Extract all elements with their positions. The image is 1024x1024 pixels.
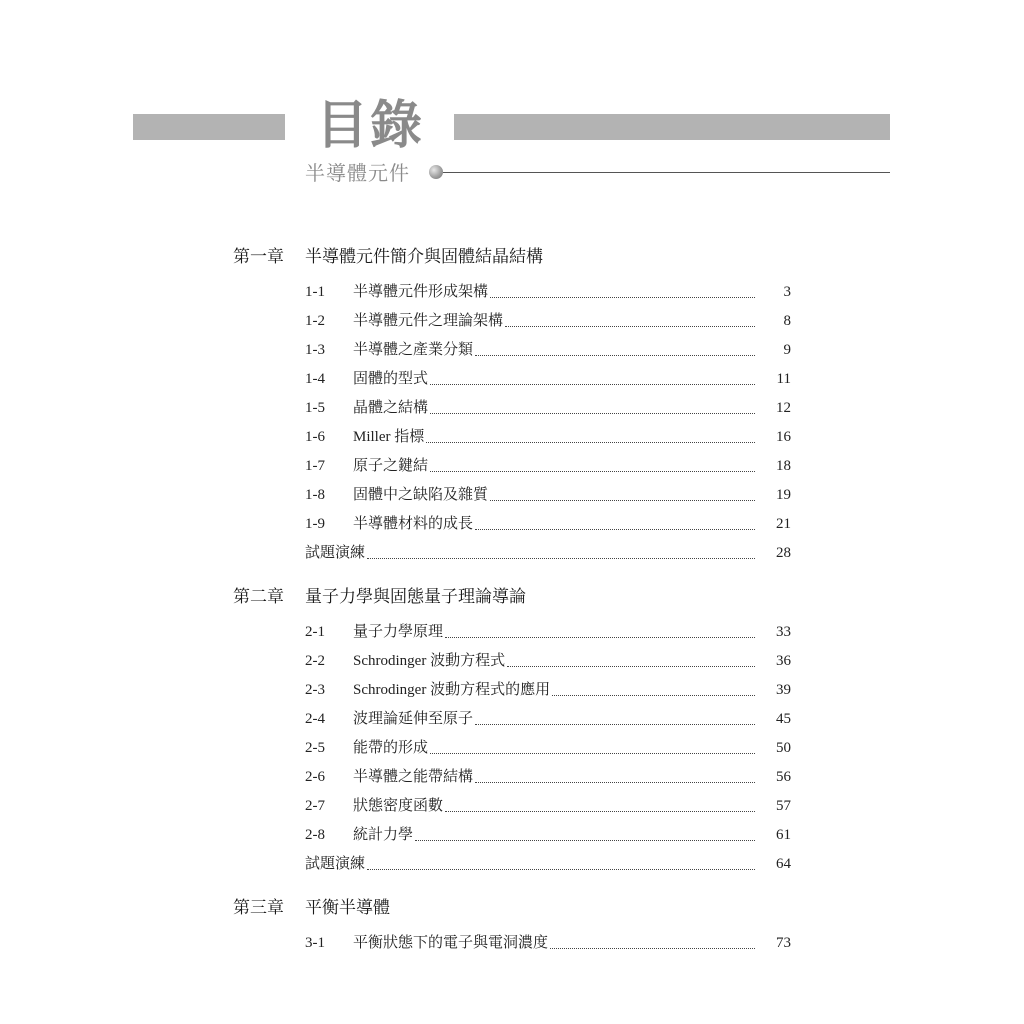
page-number: 50 bbox=[776, 740, 791, 756]
page-number: 61 bbox=[776, 827, 791, 843]
page-number: 19 bbox=[776, 487, 791, 503]
header-bar-left bbox=[133, 114, 285, 140]
dot-leader bbox=[475, 709, 755, 725]
section-title: 能帶的形成 bbox=[353, 740, 429, 756]
dot-leader bbox=[415, 825, 755, 841]
dot-leader bbox=[430, 456, 755, 472]
section-number: 1-7 bbox=[305, 458, 325, 474]
dot-leader bbox=[426, 427, 755, 443]
dot-leader bbox=[430, 398, 755, 414]
section-number: 1-3 bbox=[305, 342, 325, 358]
dot-leader bbox=[367, 854, 755, 870]
page-number: 73 bbox=[776, 935, 791, 951]
page-title: 目錄 bbox=[315, 96, 424, 156]
section-title: 平衡狀態下的電子與電洞濃度 bbox=[353, 935, 549, 951]
dot-leader bbox=[445, 622, 755, 638]
page-number: 33 bbox=[776, 624, 791, 640]
toc-entry[interactable] bbox=[305, 513, 791, 535]
chapter-heading bbox=[233, 897, 390, 919]
page-number: 18 bbox=[776, 458, 791, 474]
dot-leader bbox=[475, 767, 755, 783]
section-title: 半導體元件之理論架構 bbox=[353, 313, 504, 329]
chapter-number: 第三章 bbox=[233, 898, 284, 918]
dot-leader bbox=[475, 340, 755, 356]
section-title: 狀態密度函數 bbox=[353, 798, 444, 814]
page-number: 36 bbox=[776, 653, 791, 669]
toc-entry[interactable] bbox=[305, 542, 791, 564]
chapter-title: 量子力學與固態量子理論導論 bbox=[305, 587, 526, 607]
chapter-title: 半導體元件簡介與固體結晶結構 bbox=[305, 247, 543, 267]
section-title: 試題演練 bbox=[305, 856, 366, 872]
page-number: 64 bbox=[776, 856, 791, 872]
dot-leader bbox=[475, 514, 755, 530]
section-title: 固體中之缺陷及雜質 bbox=[353, 487, 489, 503]
chapter-number: 第二章 bbox=[233, 587, 284, 607]
toc-entry[interactable] bbox=[305, 455, 791, 477]
page-number: 3 bbox=[783, 284, 791, 300]
section-number: 3-1 bbox=[305, 935, 325, 951]
section-number: 2-5 bbox=[305, 740, 325, 756]
page-number: 16 bbox=[776, 429, 791, 445]
section-number: 2-4 bbox=[305, 711, 325, 727]
section-number: 2-1 bbox=[305, 624, 325, 640]
toc-entry[interactable] bbox=[305, 621, 791, 643]
page-subtitle: 半導體元件 bbox=[305, 161, 410, 185]
page-number: 45 bbox=[776, 711, 791, 727]
toc-entry[interactable] bbox=[305, 932, 791, 954]
toc-entry[interactable] bbox=[305, 679, 791, 701]
section-number: 2-7 bbox=[305, 798, 325, 814]
dot-leader bbox=[430, 369, 755, 385]
chapter-heading bbox=[233, 586, 526, 608]
page-number: 57 bbox=[776, 798, 791, 814]
section-title: 半導體之能帶結構 bbox=[353, 769, 474, 785]
toc-entry[interactable] bbox=[305, 281, 791, 303]
bullet-icon bbox=[429, 165, 443, 179]
page-number: 9 bbox=[783, 342, 791, 358]
section-title: 量子力學原理 bbox=[353, 624, 444, 640]
section-title: 原子之鍵結 bbox=[353, 458, 429, 474]
page-number: 39 bbox=[776, 682, 791, 698]
page-number: 12 bbox=[776, 400, 791, 416]
section-number: 2-3 bbox=[305, 682, 325, 698]
dot-leader bbox=[507, 651, 755, 667]
section-number: 2-8 bbox=[305, 827, 325, 843]
page-number: 11 bbox=[776, 371, 791, 387]
chapter-number: 第一章 bbox=[233, 247, 284, 267]
dot-leader bbox=[490, 485, 755, 501]
toc-entry[interactable] bbox=[305, 426, 791, 448]
section-number: 1-5 bbox=[305, 400, 325, 416]
dot-leader bbox=[445, 796, 755, 812]
section-number: 1-4 bbox=[305, 371, 325, 387]
toc-entry[interactable] bbox=[305, 853, 791, 875]
header-bar-right bbox=[454, 114, 890, 140]
page-number: 56 bbox=[776, 769, 791, 785]
section-number: 1-9 bbox=[305, 516, 325, 532]
toc-entry[interactable] bbox=[305, 650, 791, 672]
dot-leader bbox=[505, 311, 755, 327]
section-title: 晶體之結構 bbox=[353, 400, 429, 416]
dot-leader bbox=[367, 543, 755, 559]
dot-leader bbox=[490, 282, 755, 298]
section-number: 1-1 bbox=[305, 284, 325, 300]
section-title: Schrodinger 波動方程式 bbox=[353, 653, 506, 669]
section-title: 半導體之產業分類 bbox=[353, 342, 474, 358]
toc-entry[interactable] bbox=[305, 737, 791, 759]
toc-entry[interactable] bbox=[305, 766, 791, 788]
section-number: 1-6 bbox=[305, 429, 325, 445]
header-rule bbox=[443, 172, 890, 173]
section-title: 半導體元件形成架構 bbox=[353, 284, 489, 300]
section-title: 波理論延伸至原子 bbox=[353, 711, 474, 727]
section-number: 2-6 bbox=[305, 769, 325, 785]
section-title: Schrodinger 波動方程式的應用 bbox=[353, 682, 551, 698]
toc-entry[interactable] bbox=[305, 708, 791, 730]
section-title: 統計力學 bbox=[353, 827, 414, 843]
dot-leader bbox=[430, 738, 755, 754]
toc-entry[interactable] bbox=[305, 484, 791, 506]
toc-entry[interactable] bbox=[305, 795, 791, 817]
page-number: 28 bbox=[776, 545, 791, 561]
dot-leader bbox=[552, 680, 755, 696]
page-number: 8 bbox=[783, 313, 791, 329]
section-title: Miller 指標 bbox=[353, 429, 425, 445]
chapter-heading bbox=[233, 246, 543, 268]
page-number: 21 bbox=[776, 516, 791, 532]
toc-entry[interactable] bbox=[305, 339, 791, 361]
dot-leader bbox=[550, 933, 755, 949]
toc-entry[interactable] bbox=[305, 368, 791, 390]
toc-entry[interactable] bbox=[305, 824, 791, 846]
section-title: 試題演練 bbox=[305, 545, 366, 561]
toc-entry[interactable] bbox=[305, 397, 791, 419]
section-title: 半導體材料的成長 bbox=[353, 516, 474, 532]
section-number: 1-8 bbox=[305, 487, 325, 503]
section-title: 固體的型式 bbox=[353, 371, 429, 387]
toc-entry[interactable] bbox=[305, 310, 791, 332]
section-number: 1-2 bbox=[305, 313, 325, 329]
section-number: 2-2 bbox=[305, 653, 325, 669]
chapter-title: 平衡半導體 bbox=[305, 898, 390, 918]
